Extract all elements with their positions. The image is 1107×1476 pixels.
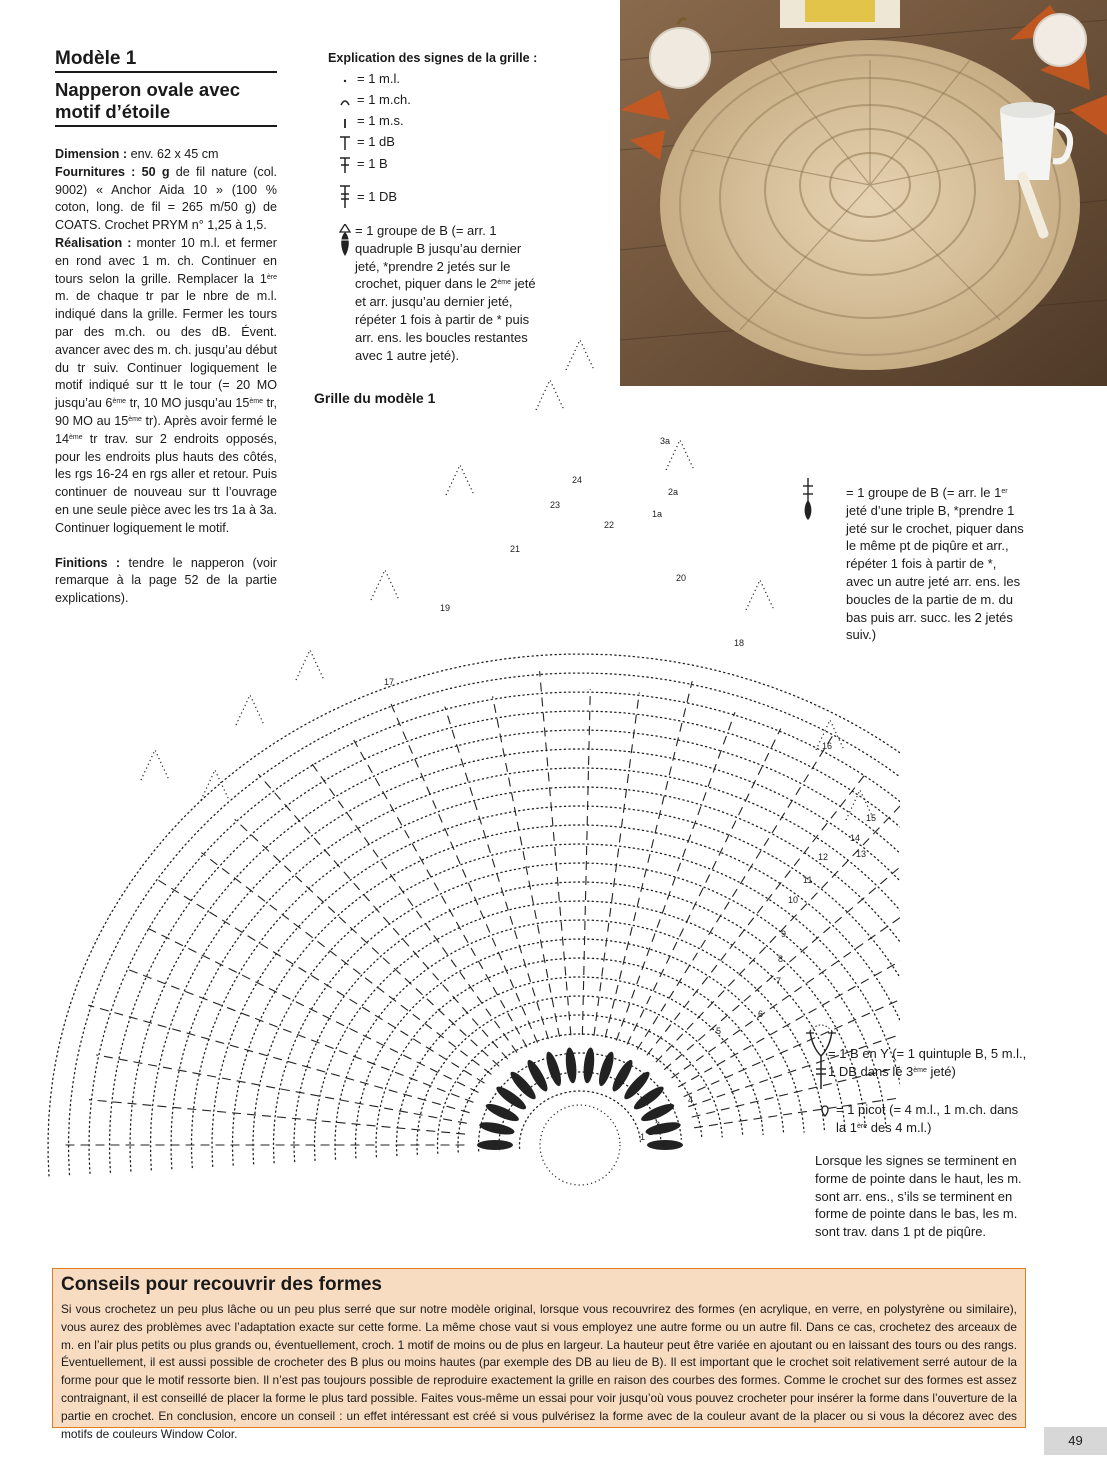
chart-edge-point: [141, 750, 169, 780]
chart-ring: [233, 825, 901, 1165]
chart-stitch-column: [582, 689, 590, 1035]
chart-ring: [438, 1015, 723, 1153]
legend-item: [337, 112, 404, 130]
chart-row-label: 4: [688, 1095, 694, 1105]
realisation-text: tr). Après avoir fermé le 14: [55, 413, 277, 446]
db-symbol-icon: [337, 133, 355, 151]
chart-spokes: [66, 671, 901, 1145]
chart-stitch-column: [311, 763, 517, 1053]
chart-stitch-column: [235, 819, 500, 1066]
chart-stitch-column: [125, 968, 473, 1102]
bar-symbol-icon: [337, 112, 355, 130]
chart-row-label: 1: [640, 1132, 646, 1142]
legend-item: [337, 188, 397, 206]
chart-petal: [543, 1050, 564, 1087]
chart-row-label: 2a: [668, 487, 679, 497]
chart-ring: [294, 882, 868, 1162]
chart-ring: [192, 787, 901, 1168]
chart-title: Grille du modèle 1: [314, 390, 436, 406]
legend-title: Explication des signes de la grille :: [328, 51, 538, 65]
chart-edge-point: [666, 440, 694, 470]
title-block: [55, 48, 277, 127]
legend-item: [337, 155, 388, 173]
superscript: ème: [913, 1066, 927, 1074]
note-text: = 1 picot (= 4 m.l., 1 m.ch. dans la 1: [836, 1102, 1019, 1135]
superscript: ème: [128, 415, 142, 423]
doily-name: Napperon ovale avec motif d’étoile: [55, 79, 277, 127]
chart-stitch-column: [647, 773, 866, 1055]
realisation-text: tr trav. sur 2 endroits opposés, pour les endroits plus hauts des côtés, les rgs 16-24 en rgs aller et retour. Puis continuer de nouveau sur tt l’ouvrage en une seule pièce avec les trs 1a à 3a. Continuer logiquement le motif.: [55, 431, 277, 535]
superscript: ème: [497, 279, 511, 287]
chart-row-label: 20: [676, 573, 687, 583]
chart-stitch-column: [88, 1005, 469, 1112]
chart-ring: [417, 996, 743, 1154]
chart-ring: [212, 806, 900, 1166]
chart-row-label: 8: [778, 954, 784, 964]
legend-text: = 1 groupe de B (= arr. 1 quadruple B jusqu’au dernier jeté, *prendre 2 jetés sur le crochet, piquer dans le 2: [355, 223, 522, 292]
chart-stitch-column: [540, 671, 571, 1035]
legend-text: jeté et arr. jusqu’au dernier jeté, répéter 1 fois à partir de * puis arr. ens. les boucles restantes avec 1 autre jeté).: [355, 276, 536, 363]
chart-row-label: 18: [734, 638, 745, 648]
chart-edge-point: [201, 770, 229, 800]
chart-stitch-column: [605, 681, 692, 1038]
chart-row-label: 22: [604, 520, 615, 530]
chart-row-label: 23: [550, 500, 561, 510]
chart-edge-point: [746, 580, 774, 610]
chart-row-label: 17: [384, 677, 395, 687]
fournitures-qty: 50 g: [141, 164, 170, 179]
note-text: jeté): [930, 1063, 956, 1079]
picot-symbol-icon: [820, 1105, 830, 1117]
chart-row-label: 19: [440, 603, 451, 613]
superscript: ème: [249, 398, 263, 406]
chart-stitch-column: [258, 774, 508, 1059]
legend-item-text: = 1 m.s.: [357, 113, 404, 128]
note-points: Lorsque les signes se terminent en forme de pointe dans le haut, les m. sont arr. ens., s’ils se terminent en forme de pointe dans le bas, les m. sont trav. dans 1 pt de piqûre.: [815, 1153, 1022, 1240]
chart-stitch-column: [146, 928, 478, 1093]
chart-petal: [564, 1047, 578, 1084]
superscript: ère: [266, 273, 277, 281]
superscript: er: [1001, 488, 1008, 495]
b-symbol-icon: [337, 155, 355, 173]
note-text: des 4 m.l.): [870, 1119, 932, 1135]
legend-item: [337, 91, 411, 109]
chart-petal: [477, 1140, 513, 1150]
chart-edge-point: [566, 340, 594, 370]
chart-row-label: 15: [866, 813, 877, 823]
finitions-label: Finitions :: [55, 555, 121, 570]
b-en-y-symbol-icon: [806, 1021, 836, 1091]
chart-stitch-column: [637, 732, 835, 1049]
chart-row-label: 7: [776, 976, 782, 986]
group-b-variant-symbol-icon: [800, 478, 816, 524]
realisation-label: Réalisation :: [55, 235, 132, 250]
chart-ring: [69, 673, 900, 1175]
chart-ring: [253, 844, 900, 1164]
model-title: Modèle 1: [55, 48, 277, 73]
chart-row-label: 5: [716, 1026, 722, 1036]
superscript: ème: [112, 398, 127, 406]
chart-ring: [274, 863, 886, 1163]
arc-symbol-icon: [337, 91, 355, 109]
group-b-symbol-icon: [337, 224, 353, 258]
chart-row-label: 3a: [660, 436, 671, 446]
legend-item: [337, 70, 400, 88]
note-group-b: [846, 484, 1026, 644]
advice-box: [52, 1268, 1026, 1441]
realisation-text: tr, 90 MO au 15: [55, 396, 277, 428]
legend-item-text: = 1 m.l.: [357, 71, 400, 86]
chart-edge-point: [446, 465, 474, 495]
realisation-text: m. de chaque tr par le nbre de m.l. indiqué dans la grille. Fermer les tours par des m.ch. ou des dB. Évent. avancer avec des m. ch. jusqu’au début du tr suiv. Continuer logiquement le motif indiqué sur tt le tour (= 20 MO jusqu’au 6: [55, 289, 277, 411]
advice-title: Conseils pour recouvrir des formes: [61, 1274, 382, 1295]
chart-petal: [647, 1140, 683, 1150]
note-text: = 1 B en Y (= 1 quintuple B, 5 m.l., 1 DB dans le 3: [828, 1046, 1027, 1079]
dimension-label: Dimension :: [55, 147, 128, 161]
fournitures-value: de fil nature (col. 9002) « Anchor Aida 10 » (100 % coton, long. de fil = 265 m/50 g) de COATS. Crochet PRYM n° 1,25 à 1,5.: [55, 164, 277, 233]
chart-stitch-column: [155, 878, 485, 1083]
chart-stitch-column: [89, 1100, 465, 1134]
chart-row-label: 16: [822, 741, 833, 751]
fournitures-label: Fournitures :: [55, 164, 136, 179]
legend-item-text: = 1 DB: [357, 189, 398, 204]
chart-ring: [110, 711, 900, 1172]
legend-item-text: = 1 dB: [357, 134, 395, 149]
chart-edge-point: [296, 650, 324, 680]
chart-ring: [376, 958, 784, 1157]
legend-item-text: = 1 m.ch.: [357, 92, 411, 107]
double-b-symbol-icon: [337, 188, 355, 206]
chart-row-label: 13: [856, 849, 867, 859]
note-text: jeté d’une triple B, *prendre 1 jeté sur le crochet, piquer dans le même pt de piqûre et arr., répéter 1 fois à partir de *, avec un autre jeté arr. ens. les boucles de la partie de m. du bas puis arr. succ. les 2 jetés suiv.): [846, 502, 1024, 643]
realisation-text: tr, 10 MO jusqu’au 15: [129, 396, 250, 411]
dot-symbol-icon: [337, 70, 355, 88]
chart-row-label: 21: [510, 544, 521, 554]
note-b-en-y: [828, 1045, 1028, 1081]
chart-ring: [397, 977, 764, 1156]
superscript: ème: [69, 433, 83, 441]
chart-ring: [520, 1091, 641, 1148]
note-text: = 1 groupe de B (= arr. le 1: [846, 485, 1002, 500]
chart-row-label: 9: [781, 929, 787, 939]
chart-edge-point: [536, 380, 564, 410]
chart-row-label: 2: [648, 1127, 654, 1137]
chart-row-label: 6: [758, 1009, 764, 1019]
realisation-text: monter 10 m.l. et fermer en rond avec 1 m. ch. Continuer en tours selon la grille. Remplacer la 1: [55, 235, 277, 286]
chart-ring: [89, 692, 900, 1173]
chart-row-label: 14: [850, 833, 861, 843]
dimension-value: env. 62 x 45 cm: [130, 147, 219, 161]
chart-edge-point: [236, 695, 264, 725]
chart-row-label: 11: [803, 875, 813, 885]
chart-row-label: 12: [818, 852, 829, 862]
chart-ring: [335, 920, 825, 1159]
chart-row-label: 1a: [652, 509, 663, 519]
chart-stitch-column: [656, 802, 900, 1063]
chart-row-label: 3: [655, 1120, 661, 1130]
chart-stitch-column: [493, 696, 560, 1036]
chart-center-ring: [540, 1105, 620, 1185]
chart-petal: [478, 1120, 515, 1137]
legend-item-text: = 1 B: [357, 156, 388, 171]
chart-ring: [315, 901, 846, 1160]
note-picot: [822, 1101, 1022, 1137]
chart-row-label: 24: [572, 475, 583, 485]
chart-stitch-column: [616, 712, 735, 1040]
crochet-chart: [40, 320, 900, 1240]
page-number: 49: [1044, 1427, 1107, 1455]
legend-item: [337, 133, 395, 151]
advice-text: Si vous crochetez un peu plus lâche ou un peu plus serré que sur notre modèle original, lorsque vous recouvrirez des formes (en acrylique, en verre, en polystyrène ou similaire), vous aurez des problèmes avec l’adaptation exacte sur cette forme. La même chose vaut si vous employez une autre forme ou un autre fil. Dans ce cas, crochetez des arceaux de m. en l’air plus petits ou plus grands ou, éventuellement, croch. 1 motif de moins ou de plus en largeur. La hauteur peut être variée en ajoutant ou en laissant des tours ou des rangs. Éventuellement, il est aussi possible de crocheter des B plus ou moins hautes (par exemple des DB au lieu de B). Il est important que le crochet soit relativement serré autour de la forme pour que le motif ressorte bien. Il n’est pas toujours possible de reproduire exactement la grille en raison des courbes des formes. Comme le crochet sur des formes est assez contraignant, il est conseillé de placer la forme le plus tard possible. Faites vous-même un essai pour voir jusqu’où vous pouvez crocheter pour insérer la forme dans l’ouverture de la partie en crochet. En conclusion, encore un conseil : un effet intéressant est créé si vous pulvérisez la forme avec de la couleur avant de la placer ou si vous la décorez avec des motifs de couleurs Window Color.: [61, 1302, 1017, 1441]
finitions-value: tendre le napperon (voir remarque à la page 52 de la partie explications).: [55, 555, 277, 606]
chart-ring: [171, 768, 900, 1169]
chart-edge-point: [371, 570, 399, 600]
chart-stitch-column: [201, 853, 491, 1075]
chart-row-label: 10: [788, 895, 799, 905]
chart-ring: [458, 1034, 702, 1152]
chart-row-labels: [384, 436, 876, 1142]
superscript: ère: [856, 1122, 868, 1130]
